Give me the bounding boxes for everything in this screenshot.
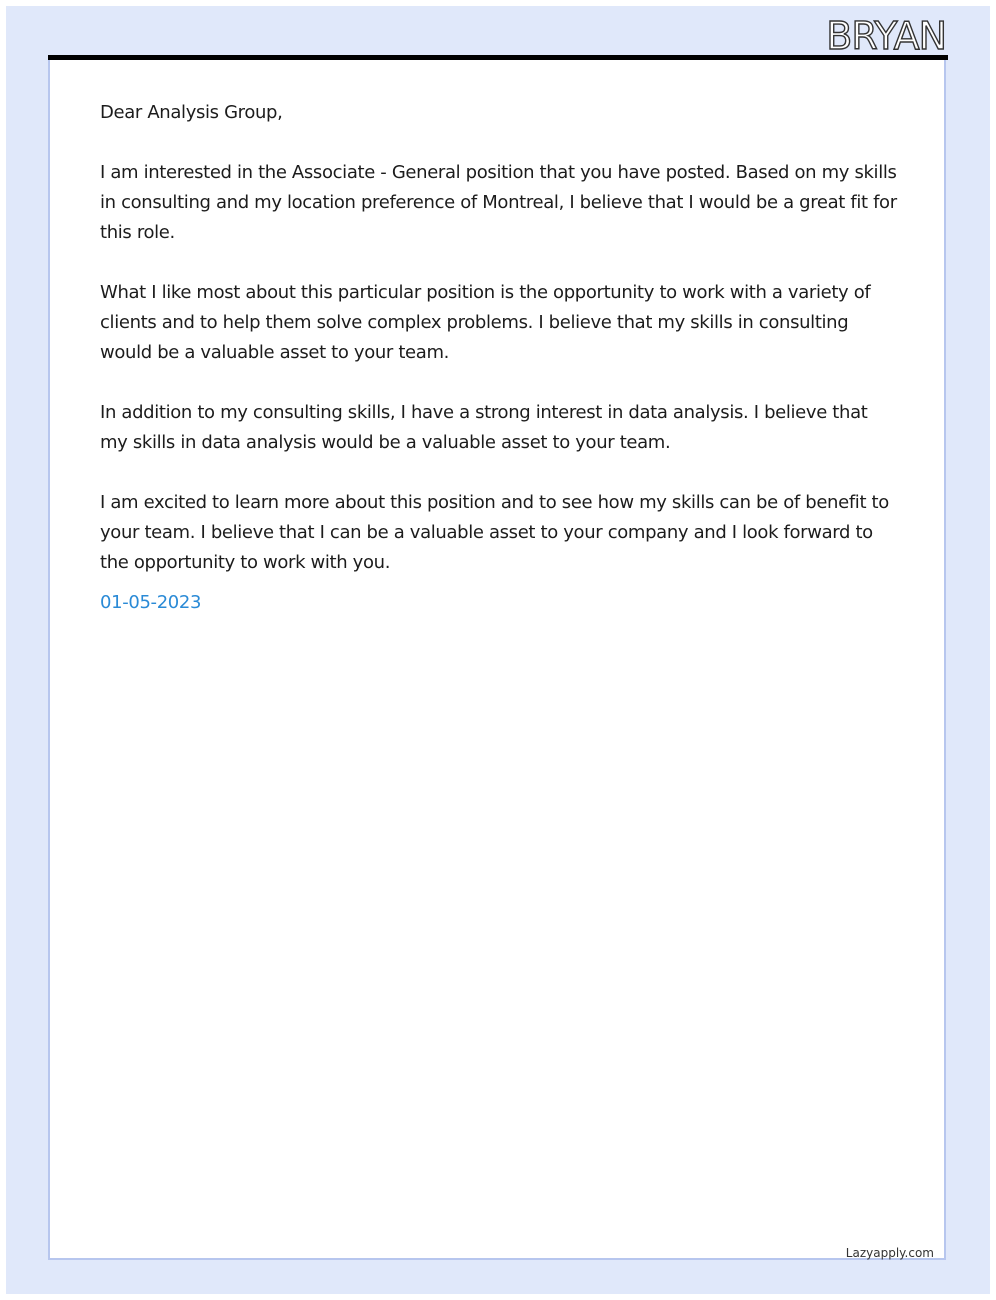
applicant-name: BRYAN (826, 14, 946, 58)
paragraph-4: I am excited to learn more about this position and to see how my skills can be of benefit to your team. I believe that I can be a valuable asset to your company and I look forward to the opportunity to work with you. (100, 492, 889, 573)
header-rule (48, 55, 948, 60)
footer-brand: Lazyapply.com (845, 1246, 934, 1260)
letter-body (100, 98, 900, 618)
paragraph-3: In addition to my consulting skills, I have a strong interest in data analysis. I believe that my skills in data analysis would be a valuable asset to your team. (100, 402, 868, 453)
paragraph-1: I am interested in the Associate - General position that you have posted. Based on my skills in consulting and my location preference of Montreal, I believe that I would be a great fit for this role. (100, 162, 897, 243)
letter-date: 01-05-2023 (100, 592, 202, 613)
paragraph-2: What I like most about this particular position is the opportunity to work with a variety of clients and to help them solve complex problems. I believe that my skills in consulting would be a valuable asset to your team. (100, 282, 871, 363)
salutation: Dear Analysis Group, (100, 102, 283, 123)
